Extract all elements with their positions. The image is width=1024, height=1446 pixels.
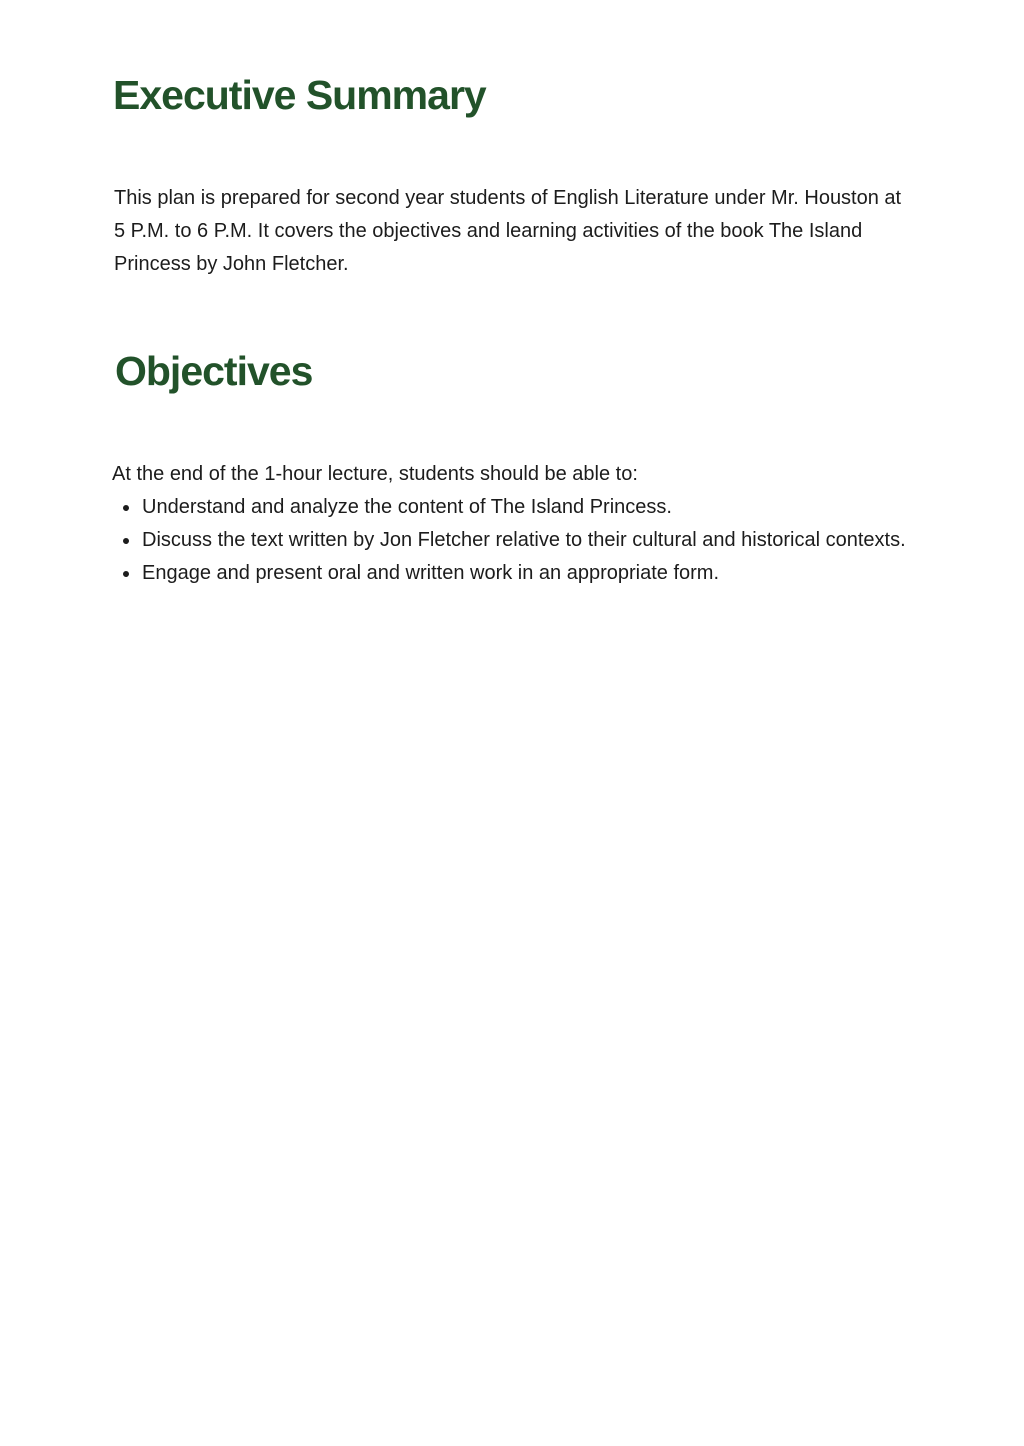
list-item-text: Understand and analyze the content of The Island Princess. <box>142 496 672 518</box>
objectives-list <box>112 491 912 590</box>
objectives-heading: Objectives <box>115 348 313 394</box>
bullet-icon <box>123 538 129 544</box>
list-item <box>142 557 912 590</box>
executive-summary-heading: Executive Summary <box>113 72 486 118</box>
list-item <box>142 491 912 524</box>
executive-summary-paragraph: This plan is prepared for second year students of English Literature under Mr. Houston at 5 P.M. to 6 P.M. It covers the objectives and learning activities of the book The Island Princess by John Fletcher. <box>114 187 902 275</box>
bullet-icon <box>123 505 129 511</box>
list-item <box>142 524 912 557</box>
bullet-icon <box>123 571 129 577</box>
list-item-text: Discuss the text written by Jon Fletcher relative to their cultural and historical contexts. <box>142 529 906 551</box>
objectives-intro: At the end of the 1-hour lecture, students should be able to: <box>112 463 638 485</box>
list-item-text: Engage and present oral and written work in an appropriate form. <box>142 562 720 584</box>
